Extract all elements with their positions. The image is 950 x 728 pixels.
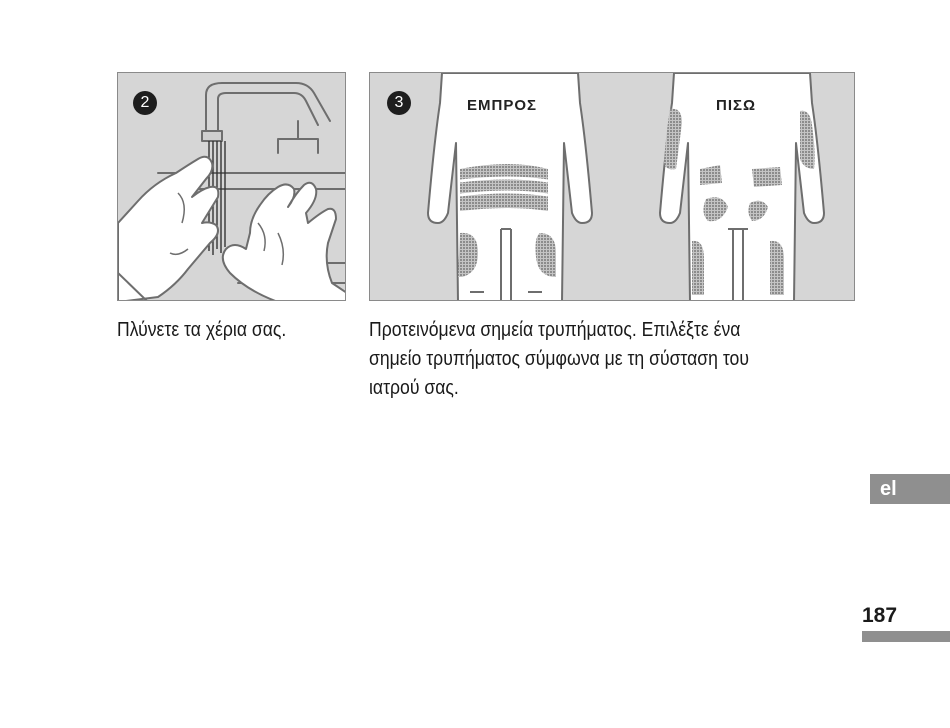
injection-sites-drawing bbox=[370, 73, 855, 301]
injection-sites-illustration bbox=[369, 72, 855, 301]
step3-caption-line: Προτεινόμενα σημεία τρυπήματος. Επιλέξτε ένα bbox=[369, 319, 741, 341]
front-view-label: ΕΜΠΡΟΣ bbox=[467, 97, 538, 114]
back-right-thigh-area bbox=[770, 241, 784, 295]
handwashing-illustration bbox=[117, 72, 346, 301]
page-number-bar bbox=[862, 631, 950, 642]
step3-caption-line: ιατρού σας. bbox=[369, 377, 459, 399]
front-abdomen-area bbox=[460, 164, 548, 211]
step3-caption-line: σημείο τρυπήματος σύμφωνα με τη σύσταση του bbox=[369, 348, 749, 370]
step2-caption: Πλύνετε τα χέρια σας. bbox=[117, 319, 287, 341]
step3-caption bbox=[369, 316, 827, 403]
left-hand bbox=[118, 157, 218, 301]
back-left-thigh-area bbox=[692, 241, 704, 295]
step-number-badge: 3 bbox=[387, 91, 411, 115]
step-number-badge: 2 bbox=[133, 91, 157, 115]
page-number: 187 bbox=[862, 604, 898, 627]
faucet-spout bbox=[206, 83, 330, 133]
language-tab: el bbox=[870, 474, 950, 504]
right-hand bbox=[223, 183, 346, 301]
back-view-label: ΠΙΣΩ bbox=[716, 97, 757, 114]
